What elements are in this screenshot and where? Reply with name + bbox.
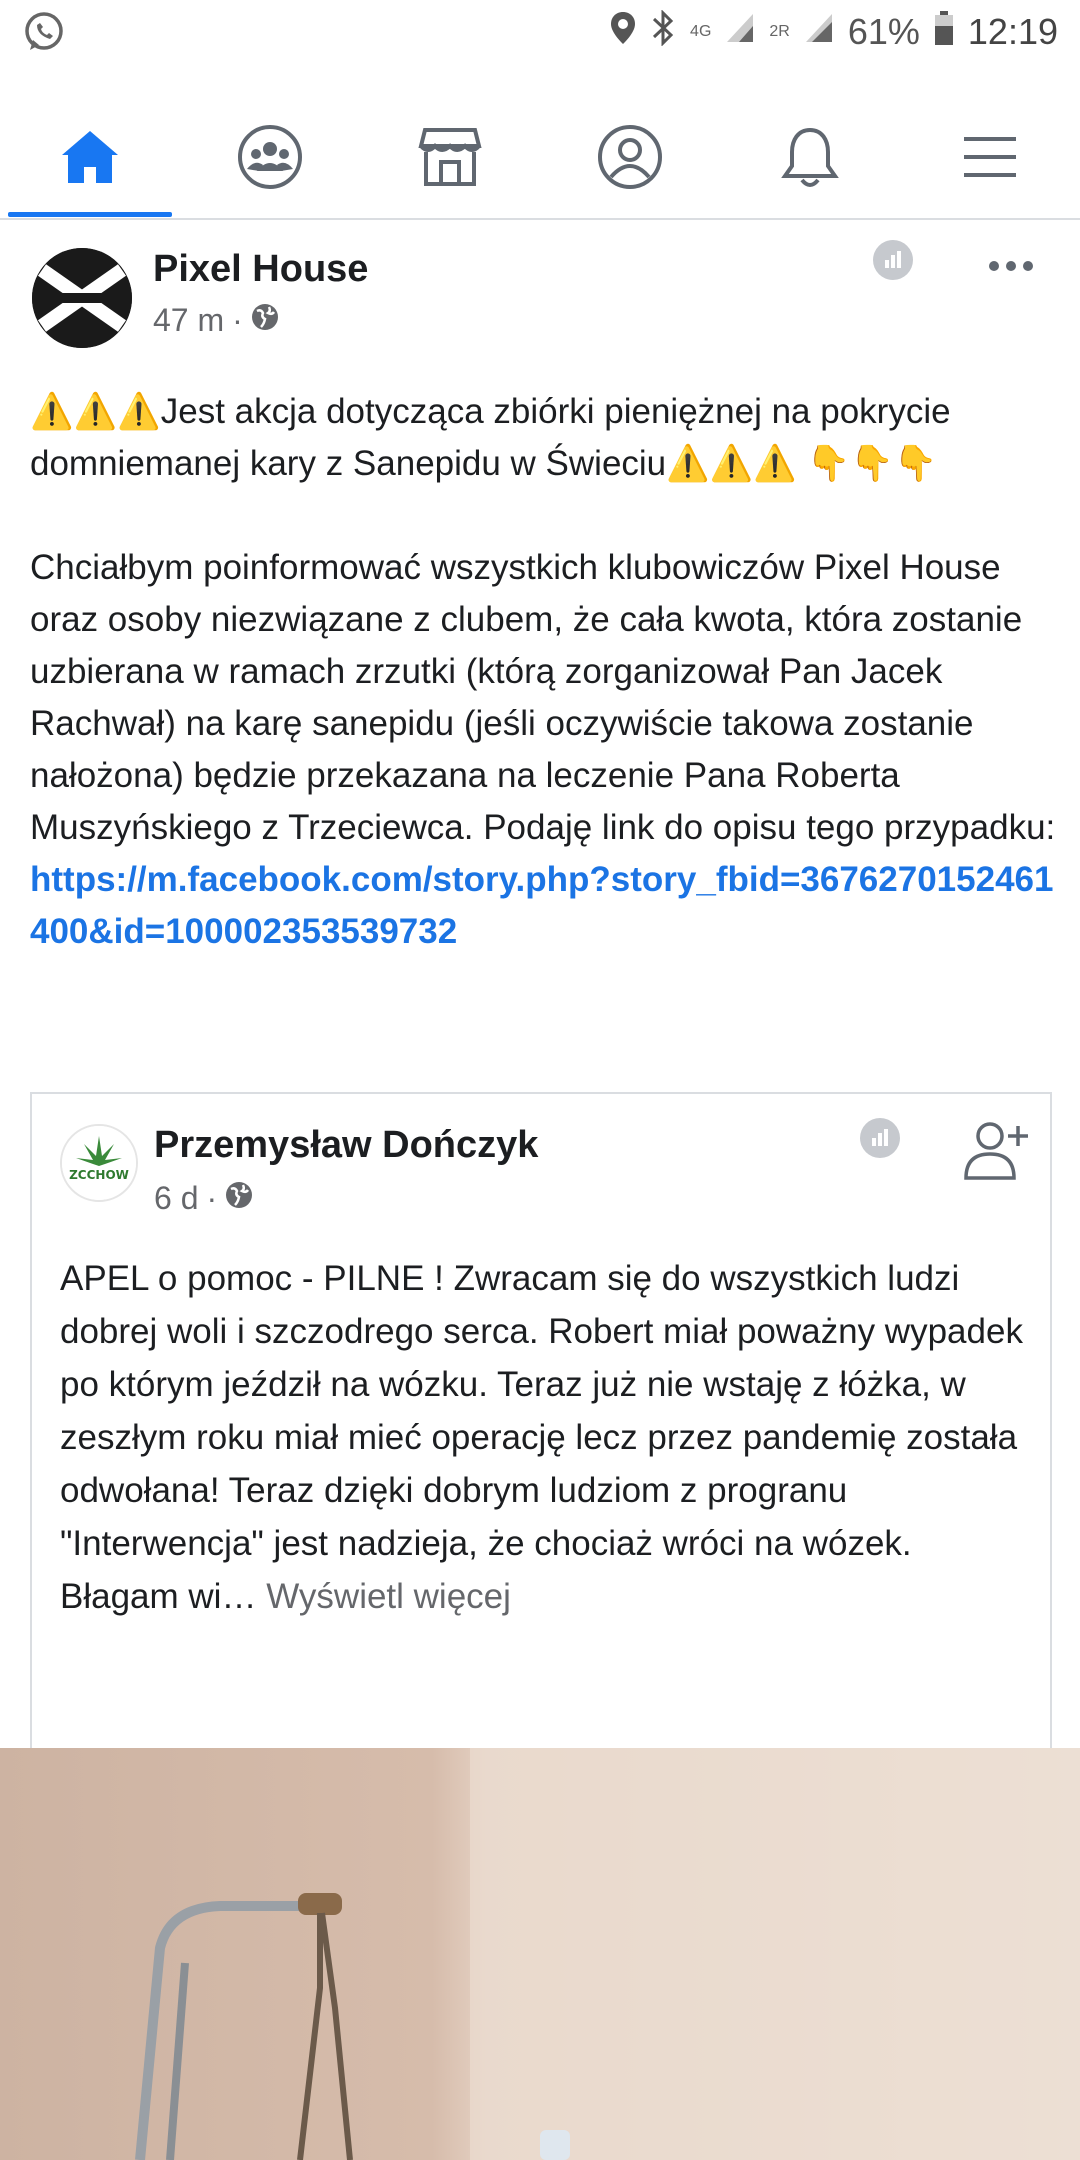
post-author-name[interactable]: Pixel House — [153, 248, 369, 290]
network-2r: 2R — [769, 23, 790, 40]
post-body — [30, 386, 1060, 958]
menu-icon — [962, 133, 1018, 186]
shared-meta — [154, 1180, 253, 1217]
dot-separator: · — [232, 302, 243, 338]
nav-groups[interactable] — [185, 100, 355, 218]
battery-icon — [934, 10, 954, 55]
whatsapp-icon — [22, 10, 66, 59]
bell-icon — [780, 124, 840, 195]
signal-icon-2 — [804, 12, 834, 53]
post-time[interactable]: 47 m — [153, 302, 225, 338]
post-meta — [153, 302, 279, 339]
nav-marketplace[interactable] — [365, 100, 535, 218]
shared-author-name[interactable]: Przemysław Dończyk — [154, 1124, 539, 1166]
profile-icon — [597, 124, 663, 195]
bluetooth-icon — [650, 10, 676, 55]
status-bar — [0, 0, 1080, 64]
add-friend-icon[interactable] — [962, 1118, 1032, 1182]
insights-icon[interactable] — [860, 1118, 900, 1158]
shared-time[interactable]: 6 d — [154, 1180, 199, 1216]
post-link[interactable]: https://m.facebook.com/story.php?story_fbid=3676270152461400&id=100002353539732 — [30, 860, 1054, 951]
shared-post-text — [60, 1252, 1030, 1623]
insights-icon[interactable] — [873, 240, 913, 280]
shared-post-card[interactable] — [30, 1092, 1052, 1752]
signal-icon — [725, 12, 755, 53]
shared-paragraph: APEL o pomoc - PILNE ! Zwracam się do wszystkich ludzi dobrej woli i szczodrego serca. Robert miał poważny wypadek po którym jeździł na wózku. Teraz już nie wstaję z łóżka, w zeszłym roku miał mieć operację lecz przez pandemię została odwołana! Teraz dzięki dobrym ludziom z progranu "Interwencja" jest nadzieja, że chociaż wróci na wózek. — [60, 1259, 1023, 1563]
nav-notifications[interactable] — [725, 100, 895, 218]
groups-icon — [237, 124, 303, 195]
nav-active-indicator — [8, 212, 172, 217]
post-header — [0, 240, 1080, 360]
more-options-icon[interactable] — [986, 256, 1036, 276]
photo-illustration — [0, 1748, 1080, 2160]
globe-icon — [225, 1180, 253, 1217]
globe-icon — [251, 302, 279, 339]
author-avatar[interactable] — [32, 248, 132, 348]
shared-author-avatar[interactable] — [60, 1124, 138, 1202]
post-photo[interactable] — [0, 1748, 1080, 2160]
top-navigation — [0, 100, 1080, 220]
nav-home[interactable] — [5, 100, 175, 218]
location-icon — [610, 11, 636, 54]
network-4g: 4G — [690, 23, 712, 40]
dot-separator: · — [206, 1180, 218, 1216]
post-paragraph: Chciałbym poinformować wszystkich klubowiczów Pixel House oraz osoby niezwiązane z clubem, że cała kwota, która zostanie uzbierana w ramach zrzutki (którą zorganizował Pan Jacek Rachwał) na karę sanepidu (jeśli oczywiście takowa zostanie nałożona) będzie przekazana na leczenie Pana Roberta Muszyńskiego z Trzeciewca. Podaję link do opisu tego przypadku: — [30, 548, 1056, 847]
nav-profile[interactable] — [545, 100, 715, 218]
post-headline: ⚠️⚠️⚠️Jest akcja dotycząca zbiórki pieniężnej na pokrycie domniemanej kary z Sanepidu w Świeciu⚠️⚠️⚠️ 👇👇👇 — [30, 392, 951, 483]
nav-menu[interactable] — [905, 100, 1075, 218]
see-more-link[interactable]: Wyświetl więcej — [266, 1577, 511, 1616]
battery-percent: 61% — [847, 11, 920, 52]
home-icon — [58, 127, 122, 192]
svg-text:ZCCHOW: ZCCHOW — [69, 1168, 129, 1182]
clock: 12:19 — [967, 11, 1058, 52]
marketplace-icon — [417, 126, 483, 193]
shared-truncated-line: Błagam wi… — [60, 1577, 257, 1616]
